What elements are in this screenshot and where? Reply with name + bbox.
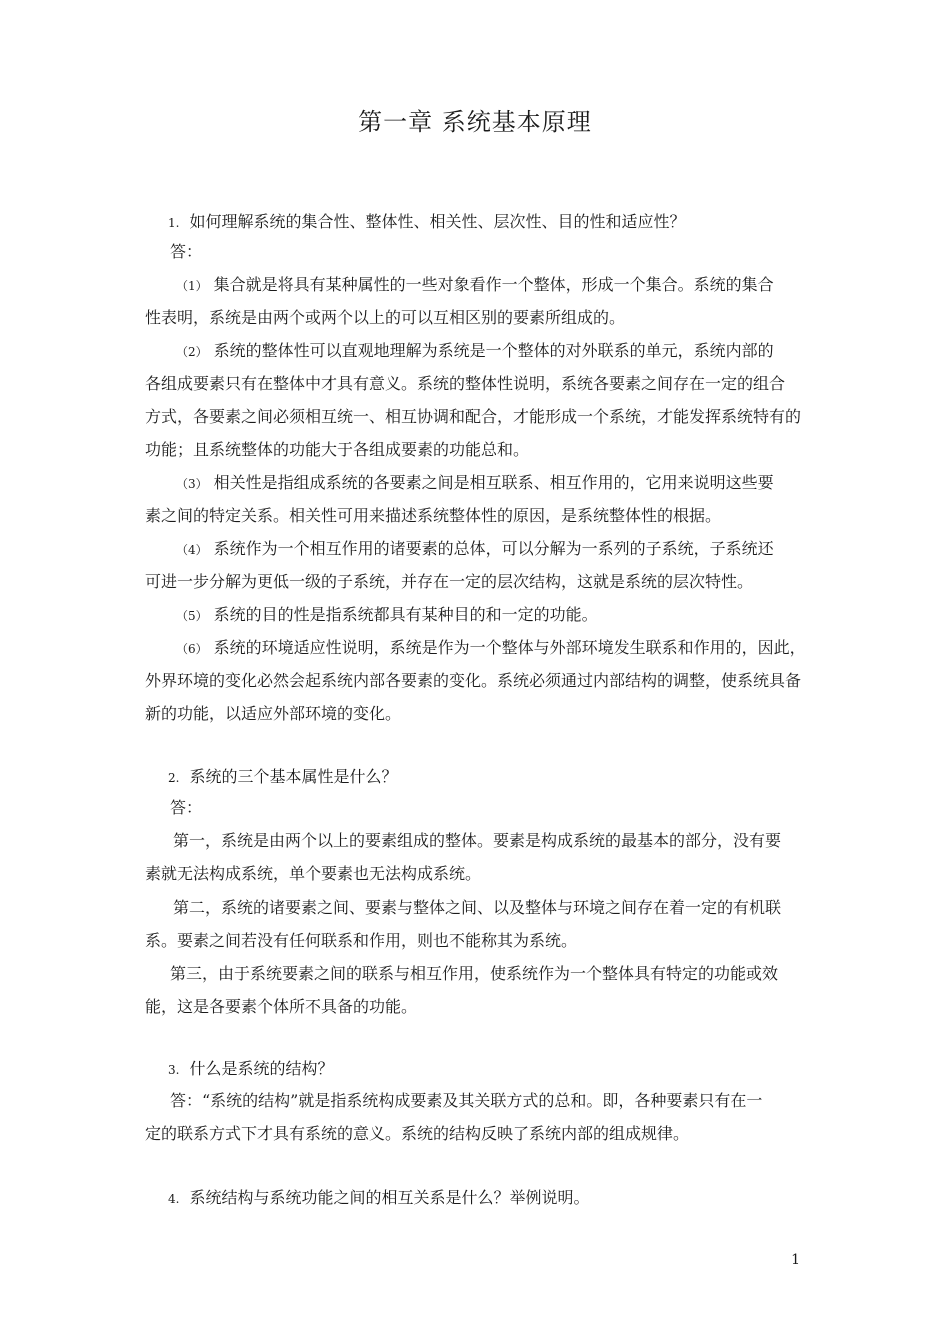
- question-1: [168, 211, 685, 234]
- answer-2-line: 第二，系统的诸要素之间、要素与整体之间、以及整体与环境之间存在着一定的有机联: [173, 898, 782, 917]
- line-text: 系统的环境适应性说明，系统是作为一个整体与外部环境发生联系和作用的，因此，: [213, 638, 806, 657]
- question-number: 4.: [168, 1192, 180, 1206]
- paragraph-1-line: 性表明，系统是由两个或两个以上的可以互相区别的要素所组成的。: [145, 308, 626, 327]
- answer-1-line: 第一，系统是由两个以上的要素组成的整体。要素是构成系统的最基本的部分，没有要: [173, 831, 782, 850]
- page-number: 1: [791, 1252, 800, 1268]
- line-text: 系统作为一个相互作用的诸要素的总体，可以分解为一系列的子系统，子系统还: [213, 539, 774, 558]
- question-number: 3.: [168, 1063, 180, 1077]
- answer-1-line: 素就无法构成系统，单个要素也无法构成系统。: [145, 864, 482, 883]
- question-text: 系统的三个基本属性是什么？: [189, 767, 398, 786]
- answer-label: 答：: [170, 798, 203, 817]
- paragraph-2-line: 方式，各要素之间必须相互统一、相互协调和配合，才能形成一个系统，才能发挥系统特有的: [145, 407, 802, 426]
- paragraph-6-line: 新的功能，以适应外部环境的变化。: [145, 704, 402, 723]
- line-text: 系统的整体性可以直观地理解为系统是一个整体的对外联系的单元，系统内部的: [213, 341, 774, 360]
- paragraph-2-line: [176, 340, 774, 363]
- paragraph-4-line: 可进一步分解为更低一级的子系统，并存在一定的层次结构，这就是系统的层次特性。: [145, 572, 754, 591]
- question-text: 如何理解系统的集合性、整体性、相关性、层次性、目的性和适应性？: [189, 212, 686, 231]
- item-number: （5）: [176, 609, 208, 623]
- line-text: 系统的目的性是指系统都具有某种目的和一定的功能。: [213, 605, 598, 624]
- line-text: 集合就是将具有某种属性的一些对象看作一个整体，形成一个集合。系统的集合: [213, 275, 774, 294]
- chapter-title: 第一章 系统基本原理: [358, 108, 592, 136]
- item-number: （4）: [176, 543, 208, 557]
- answer-label: 答：: [170, 242, 203, 261]
- line-text: 相关性是指组成系统的各要素之间是相互联系、相互作用的，它用来说明这些要: [213, 473, 774, 492]
- paragraph-6-line: [176, 637, 806, 660]
- answer-line: 答：“系统的结构”就是指系统构成要素及其关联方式的总和。即，各种要素只有在一: [170, 1091, 763, 1110]
- question-3: [168, 1058, 333, 1081]
- answer-line: 定的联系方式下才具有系统的意义。系统的结构反映了系统内部的组成规律。: [145, 1124, 690, 1143]
- item-number: （1）: [176, 279, 208, 293]
- item-number: （2）: [176, 345, 208, 359]
- question-text: 什么是系统的结构？: [189, 1059, 334, 1078]
- question-number: 2.: [168, 771, 180, 785]
- answer-2-line: 系。要素之间若没有任何联系和作用，则也不能称其为系统。: [145, 931, 578, 950]
- paragraph-2-line: 各组成要素只有在整体中才具有意义。系统的整体性说明，系统各要素之间存在一定的组合: [145, 374, 786, 393]
- question-2: [168, 766, 397, 789]
- paragraph-1-line: [176, 274, 774, 297]
- item-number: （6）: [176, 642, 208, 656]
- paragraph-3-line: [176, 472, 774, 495]
- paragraph-2-line: 功能；且系统整体的功能大于各组成要素的功能总和。: [145, 440, 530, 459]
- question-number: 1.: [168, 216, 180, 230]
- paragraph-6-line: 外界环境的变化必然会起系统内部各要素的变化。系统必须通过内部结构的调整，使系统具备: [145, 671, 802, 690]
- question-4: [168, 1187, 589, 1210]
- answer-3-line: 能，这是各要素个体所不具备的功能。: [145, 997, 418, 1016]
- paragraph-5-line: [176, 604, 598, 627]
- answer-3-line: 第三，由于系统要素之间的联系与相互作用，使系统作为一个整体具有特定的功能或效: [170, 964, 779, 983]
- question-text: 系统结构与系统功能之间的相互关系是什么？举例说明。: [189, 1188, 590, 1207]
- item-number: （3）: [176, 477, 208, 491]
- paragraph-4-line: [176, 538, 774, 561]
- paragraph-3-line: 素之间的特定关系。相关性可用来描述系统整体性的原因，是系统整体性的根据。: [145, 506, 722, 525]
